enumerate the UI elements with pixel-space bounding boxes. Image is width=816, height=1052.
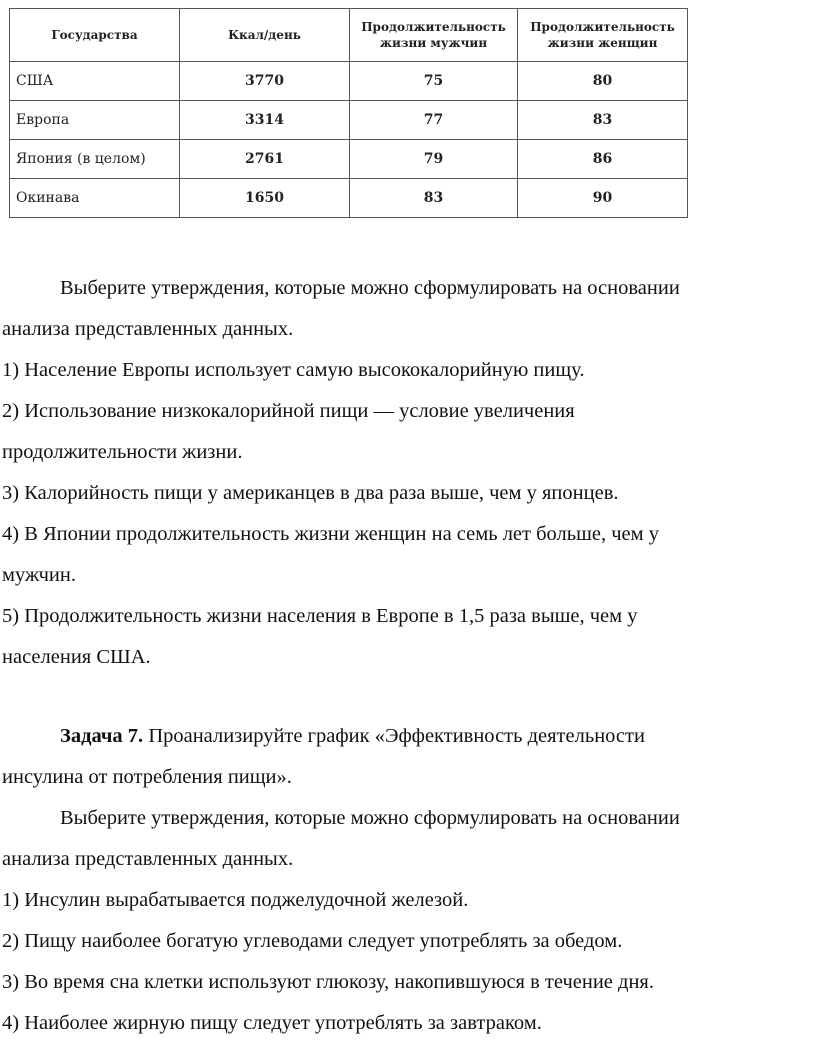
cell-men: 83 [350, 179, 518, 218]
task7-section [2, 716, 802, 1044]
cell-men: 79 [350, 140, 518, 179]
task6-statement-2-line2: продолжительности жизни. [2, 441, 243, 463]
table-row [10, 179, 688, 218]
task7-intro-line2: анализа представленных данных. [2, 848, 294, 870]
cell-kcal: 3770 [180, 62, 350, 101]
cell-country: Европа [10, 101, 180, 140]
nutrition-table [9, 8, 688, 218]
cell-women: 90 [518, 179, 688, 218]
task6-statement-3: 3) Калорийность пищи у американцев в два раза выше, чем у японцев. [2, 482, 619, 504]
cell-women: 83 [518, 101, 688, 140]
task7-statement-3: 3) Во время сна клетки используют глюкозу, накопившуюся в течение дня. [2, 971, 654, 993]
task6-statement-1: 1) Население Европы использует самую высококалорийную пищу. [2, 359, 585, 381]
task7-label: Задача 7. [60, 725, 144, 747]
cell-men: 77 [350, 101, 518, 140]
task6-section [2, 268, 802, 678]
task7-statement-1: 1) Инсулин вырабатывается поджелудочной железой. [2, 889, 469, 911]
table-row [10, 101, 688, 140]
task7-title-line2: инсулина от потребления пищи». [2, 766, 292, 788]
cell-women: 86 [518, 140, 688, 179]
header-women-lifespan: Продолжительность жизни женщин [518, 9, 688, 62]
task6-statement-2-line1: 2) Использование низкокалорийной пищи — условие увеличения [2, 400, 575, 422]
task7-statement-2: 2) Пищу наиболее богатую углеводами следует употреблять за обедом. [2, 930, 623, 952]
table-row [10, 140, 688, 179]
task6-statement-5-line1: 5) Продолжительность жизни населения в Европе в 1,5 раза выше, чем у [2, 605, 638, 627]
task6-intro-line2: анализа представленных данных. [2, 318, 294, 340]
cell-women: 80 [518, 62, 688, 101]
cell-kcal: 2761 [180, 140, 350, 179]
table-header-row [10, 9, 688, 62]
header-men-lifespan: Продолжительность жизни мужчин [350, 9, 518, 62]
header-country: Государства [10, 9, 180, 62]
cell-kcal: 3314 [180, 101, 350, 140]
task7-title-line1 [2, 716, 802, 757]
task6-statement-4-line2: мужчин. [2, 564, 76, 586]
cell-country: Япония (в целом) [10, 140, 180, 179]
task6-intro-line1: Выберите утверждения, которые можно сформулировать на основании [60, 277, 680, 299]
task6-statement-4-line1: 4) В Японии продолжительность жизни женщин на семь лет больше, чем у [2, 523, 659, 545]
cell-men: 75 [350, 62, 518, 101]
cell-country: Окинава [10, 179, 180, 218]
task6-statement-5-line2: населения США. [2, 646, 151, 668]
cell-kcal: 1650 [180, 179, 350, 218]
table-row [10, 62, 688, 101]
cell-country: США [10, 62, 180, 101]
task7-statement-4: 4) Наиболее жирную пищу следует употреблять за завтраком. [2, 1012, 542, 1034]
task7-title-text: Проанализируйте график «Эффективность деятельности [143, 725, 645, 747]
task7-intro-line1: Выберите утверждения, которые можно сформулировать на основании [60, 807, 680, 829]
header-kcal: Ккал/день [180, 9, 350, 62]
